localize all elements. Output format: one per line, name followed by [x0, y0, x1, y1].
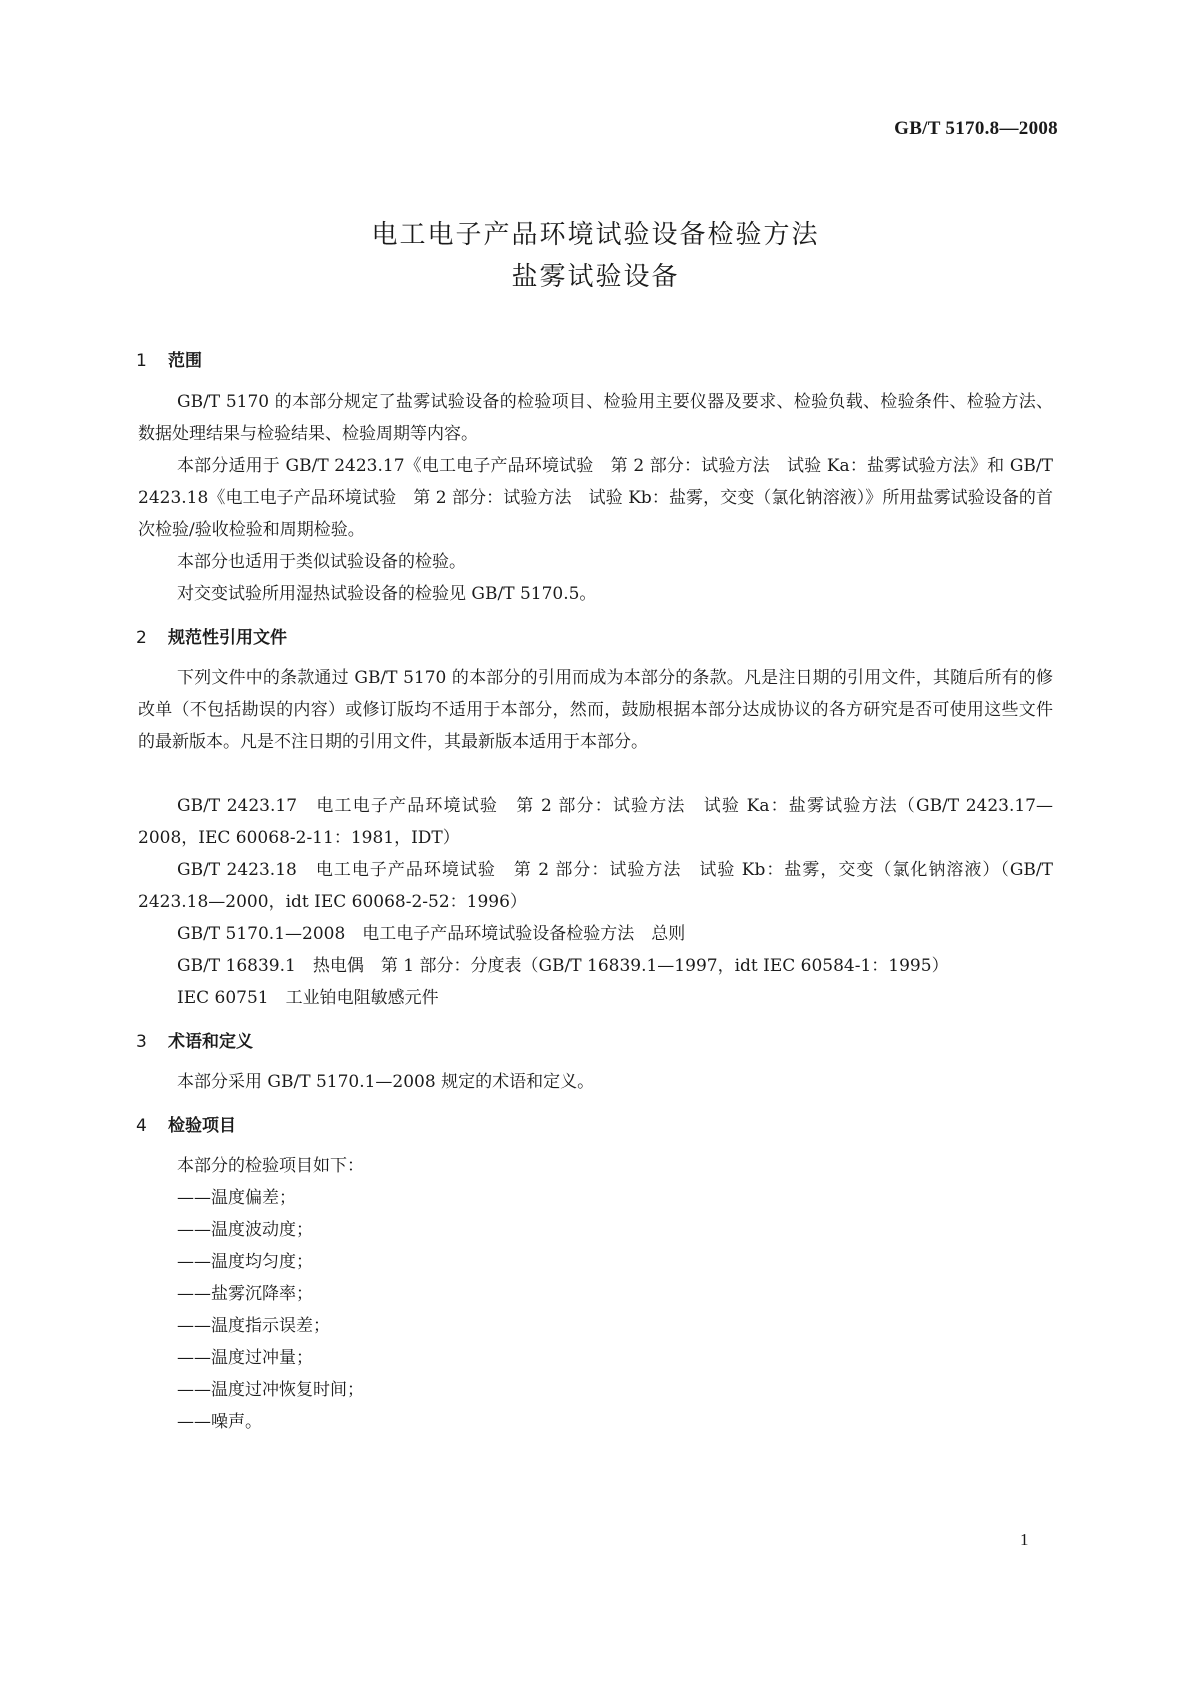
page-number: 1 [1020, 1530, 1029, 1549]
list-item: ——温度指示误差； [177, 1316, 330, 1336]
paragraph: 下列文件中的条款通过 GB/T 5170 的本部分的引用而成为本部分的条款。凡是注日期的引用文件，其随后所有的修改单（不包括勘误的内容）或修订版均不适用于本部分，然而，鼓励根据本部分达成协议的各方研究是否可使用这些文件的最新版本。凡是不注日期的引用文件，其最新版本适用于本部分。 [138, 668, 1053, 752]
reference-entry: GB/T 16839.1 热电偶 第 1 部分：分度表（GB/T 16839.1—1997，idt IEC 60584-1：1995） [177, 956, 949, 976]
section-title: 范围 [168, 351, 202, 371]
paragraph: GB/T 5170 的本部分规定了盐雾试验设备的检验项目、检验用主要仪器及要求、检验负载、检验条件、检验方法、数据处理结果与检验结果、检验周期等内容。 [138, 392, 1053, 444]
list-item: ——盐雾沉降率； [177, 1284, 313, 1304]
document-title: 电工电子产品环境试验设备检验方法 [371, 220, 820, 250]
reference-entry: IEC 60751 工业铂电阻敏感元件 [177, 988, 439, 1008]
list-item: ——温度波动度； [177, 1220, 313, 1240]
reference-entry: GB/T 2423.18 电工电子产品环境试验 第 2 部分：试验方法 试验 Kb：盐雾，交变（氯化钠溶液）（GB/T 2423.18—2000，idt IEC 60068-2-52：1996） [138, 860, 1053, 912]
list-item: ——温度过冲恢复时间； [177, 1380, 364, 1400]
paragraph: 本部分采用 GB/T 5170.1—2008 规定的术语和定义。 [177, 1072, 595, 1092]
paragraph: 本部分也适用于类似试验设备的检验。 [177, 552, 466, 572]
reference-entry: GB/T 2423.17 电工电子产品环境试验 第 2 部分：试验方法 试验 Ka：盐雾试验方法（GB/T 2423.17—2008，IEC 60068-2-11：1981，IDT） [138, 796, 1053, 848]
section-heading-2 [136, 623, 287, 648]
section-number: 2 [136, 628, 147, 648]
section-title: 规范性引用文件 [168, 628, 287, 648]
list-item: ——温度均匀度； [177, 1252, 313, 1272]
section-number: 3 [136, 1032, 147, 1052]
section-heading-3 [136, 1027, 253, 1052]
section-number: 4 [136, 1116, 147, 1136]
paragraph: 对交变试验所用湿热试验设备的检验见 GB/T 5170.5。 [177, 584, 597, 604]
paragraph: 本部分适用于 GB/T 2423.17《电工电子产品环境试验 第 2 部分：试验方法 试验 Ka：盐雾试验方法》和 GB/T 2423.18《电工电子产品环境试验 第 2 部分：试验方法 试验 Kb：盐雾，交变（氯化钠溶液）》所用盐雾试验设备的首次检验/验收检验和周期检验。 [138, 456, 1053, 540]
section-number: 1 [136, 351, 147, 371]
reference-entry: GB/T 5170.1—2008 电工电子产品环境试验设备检验方法 总则 [177, 924, 686, 944]
section-heading-4 [136, 1111, 236, 1136]
standard-code: GB/T 5170.8—2008 [894, 118, 1058, 139]
section-heading-1 [136, 346, 202, 371]
list-item: ——温度偏差； [177, 1188, 296, 1208]
section-title: 检验项目 [168, 1116, 236, 1136]
document-subtitle: 盐雾试验设备 [511, 262, 680, 292]
list-item: ——温度过冲量； [177, 1348, 313, 1368]
list-item: ——噪声。 [177, 1412, 262, 1432]
paragraph: 本部分的检验项目如下： [177, 1156, 364, 1176]
section-title: 术语和定义 [168, 1032, 253, 1052]
